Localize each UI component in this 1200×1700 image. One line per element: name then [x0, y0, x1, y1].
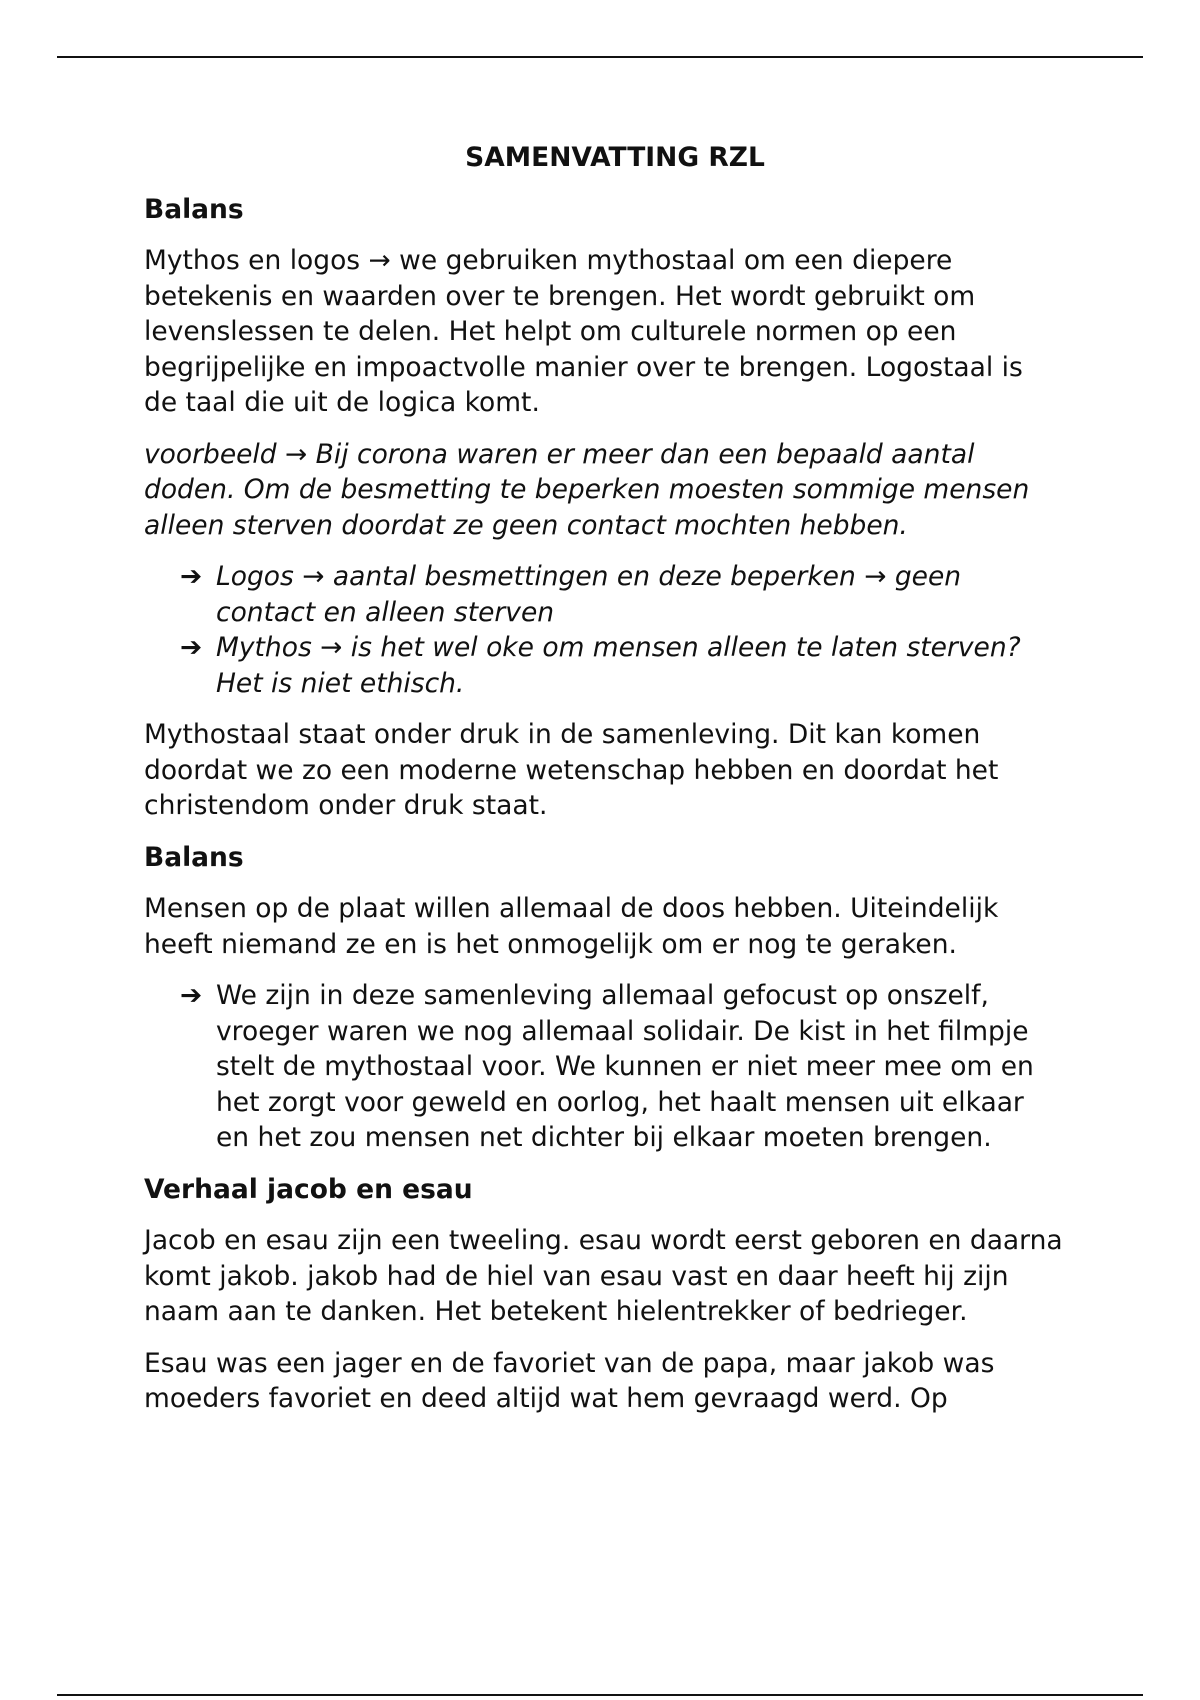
paragraph-mythos-logos: Mythos en logos → we gebruiken mythostaal om een diepere betekenis en waarden over te brengen. Het wordt gebruikt om levenslessen te delen. Het helpt om culturele normen op een begrijpelijke en impoactvolle manier over te brengen. Logostaal is de taal die uit de logica komt. [144, 245, 1023, 418]
paragraph-example: voorbeeld → Bij corona waren er meer dan een bepaald aantal doden. Om de besmetting te beperken moesten sommige mensen alleen sterven doordat ze geen contact mochten hebben. [144, 438, 1030, 541]
bullet-list-2 [144, 978, 1064, 1156]
list-item [144, 630, 1064, 701]
list-item-text: Mythos → is het wel oke om mensen alleen te laten sterven? Het is niet ethisch. [216, 632, 1021, 699]
document-title: SAMENVATTING RZL [465, 142, 765, 173]
section-heading-jacob-esau: Verhaal jacob en esau [144, 1173, 473, 1205]
paragraph-tweeling: Jacob en esau zijn een tweeling. esau wordt eerst geboren en daarna komt jakob. jakob had de hiel van esau vast en daar heeft hij zijn naam aan te danken. Het betekent hielentrekker of bedrieger. [144, 1225, 1063, 1327]
list-item-text: We zijn in deze samenleving allemaal gefocust op onszelf, vroeger waren we nog allemaal solidair. De kist in het filmpje stelt de mythostaal voor. We kunnen er niet meer mee om en het zorgt voor geweld en oorlog, het haalt mensen uit elkaar en het zou mensen net dichter bij elkaar moeten brengen. [216, 980, 1034, 1153]
paragraph-doos: Mensen op de plaat willen allemaal de doos hebben. Uiteindelijk heeft niemand ze en is het onmogelijk om er nog te geraken. [144, 893, 999, 960]
arrow-bullet-icon: ➔ [180, 561, 203, 592]
list-item-text: Logos → aantal besmettingen en deze beperken → geen contact en alleen sterven [216, 561, 962, 628]
arrow-bullet-icon: ➔ [180, 632, 203, 663]
list-item [144, 978, 1064, 1156]
paragraph-mythostaal-druk: Mythostaal staat onder druk in de samenleving. Dit kan komen doordat we zo een moderne wetenschap hebben en doordat het christendom onder druk staat. [144, 719, 999, 821]
list-item [144, 559, 1064, 630]
section-heading-balans-2: Balans [144, 841, 244, 873]
arrow-bullet-icon: ➔ [180, 980, 203, 1011]
section-heading-balans-1: Balans [144, 193, 244, 225]
bullet-list-1 [144, 559, 1064, 701]
footer-rule [57, 1694, 1143, 1696]
document-body [144, 140, 1064, 1433]
header-rule [57, 56, 1143, 58]
paragraph-favoriet: Esau was een jager en de favoriet van de papa, maar jakob was moeders favoriet en deed altijd wat hem gevraagd werd. Op [144, 1347, 995, 1414]
